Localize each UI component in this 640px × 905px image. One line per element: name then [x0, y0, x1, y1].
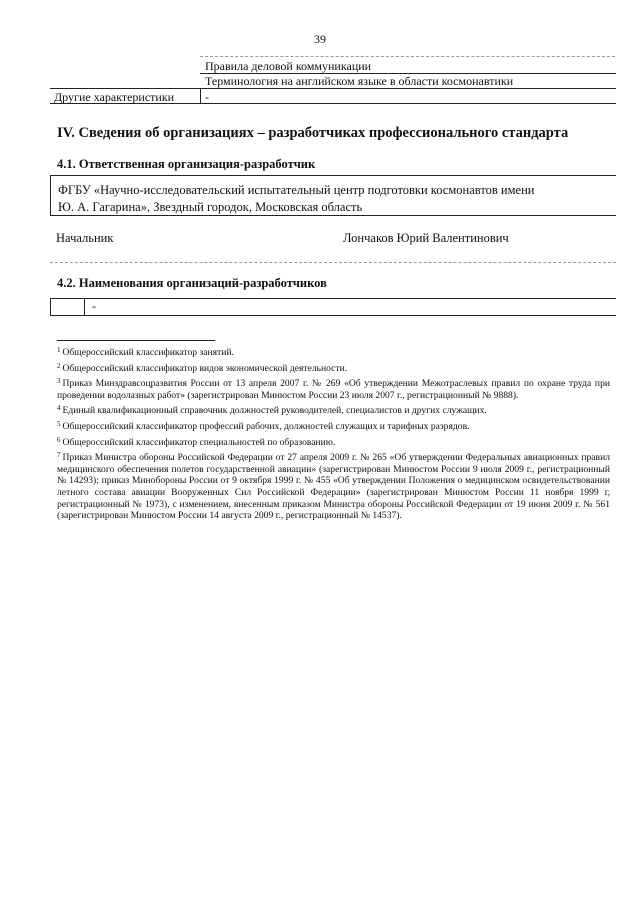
footnote	[57, 345, 610, 359]
column-divider	[84, 298, 85, 315]
footnote-number: 3	[57, 377, 61, 386]
footnote-text: Приказ Минздравсоцразвития России от 13 апреля 2007 г. № 269 «Об утверждении Межотраслевых правил по охране труда при проведении водолазных работ» (зарегистрирован Минюстом России 23 июля 2007 г., регистрационный № 9888).	[57, 378, 610, 401]
box-left-border	[50, 175, 51, 215]
responsible-org-name-continued: Ю. А. Гагарина», Звездный городок, Московская область	[58, 200, 363, 214]
footnote-number: 4	[57, 404, 61, 413]
footnote-number: 7	[57, 451, 61, 460]
table-bottom-border	[50, 103, 616, 104]
footnote	[57, 450, 610, 522]
developer-orgs-heading: 4.2. Наименования организаций-разработчиков	[57, 276, 327, 290]
footnote	[57, 361, 610, 375]
table-top-border	[200, 56, 615, 57]
footnote	[57, 403, 610, 417]
table-bottom-border	[50, 315, 616, 316]
footnote-number: 6	[57, 435, 61, 444]
row-divider	[50, 215, 616, 216]
developer-orgs-table	[50, 298, 616, 315]
footnote-text: Общероссийский классификатор видов экономической деятельности.	[62, 362, 348, 374]
other-characteristics-value: Терминология на английском языке в области космонавтики	[205, 74, 514, 88]
footnote-number: 5	[57, 419, 61, 428]
responsible-org-box	[50, 175, 616, 263]
page-number: 39	[314, 32, 326, 46]
box-top-border	[50, 175, 616, 176]
other-characteristics-marker: -	[205, 90, 209, 104]
responsible-org-name: ФГБУ «Научно-исследовательский испытательный центр подготовки космонавтов имени	[58, 183, 535, 197]
responsible-person: Лончаков Юрий Валентинович	[343, 231, 509, 245]
footnote	[57, 419, 610, 433]
other-characteristics-label: Другие характеристики	[54, 90, 175, 104]
footnote	[57, 376, 610, 401]
footnote-text: Приказ Министра обороны Российской Федерации от 27 апреля 2009 г. № 265 «Об утверждении Федеральных авиационных правил медицинского обеспечения полетов государственной авиации» (зарегистрирован Минюстом России 9 июля 2009 г., регистрационный № 14293); приказ Минобороны России от 9 октября 1999 г. № 455 «Об утверждении Положения о медицинском освидетельствовании летного состава авиации Вооруженных Сил Российской Федерации» (зарегистрирован Минюстом России 11 ноября 1999 г, регистрационный № 1973), с изменением, внесенным приказом Министра обороны Российской Федерации от 19 июня 2009 г. № 561 (зарегистрирован Минюстом России 14 августа 2009 г., регистрационный № 14537).	[57, 452, 610, 522]
section-title: IV. Сведения об организациях – разработчиках профессионального стандарта	[57, 125, 569, 141]
footnote-separator	[57, 340, 215, 341]
other-characteristics-table	[50, 56, 616, 104]
box-bottom-border	[50, 262, 616, 263]
footnote-text: Общероссийский классификатор специальностей по образованию.	[62, 436, 336, 448]
footnote	[57, 435, 610, 449]
responsible-position: Начальник	[56, 231, 114, 245]
column-divider	[200, 88, 201, 104]
footnote-text: Общероссийский классификатор занятий.	[62, 347, 234, 358]
table-top-border	[50, 298, 616, 299]
footnote-text: Единый квалификационный справочник должностей руководителей, специалистов и других служащих.	[62, 405, 487, 417]
developer-org-name: -	[92, 299, 96, 313]
footnote-number: 1	[57, 346, 61, 354]
footnote-text: Общероссийский классификатор профессий рабочих, должностей служащих и тарифных разрядов.	[62, 420, 470, 432]
footnotes	[57, 345, 610, 524]
footnote-number: 2	[57, 361, 61, 370]
responsible-org-heading: 4.1. Ответственная организация-разработчик	[57, 157, 316, 171]
other-characteristics-value: Правила деловой коммуникации	[205, 59, 372, 73]
table-left-border	[50, 298, 51, 315]
